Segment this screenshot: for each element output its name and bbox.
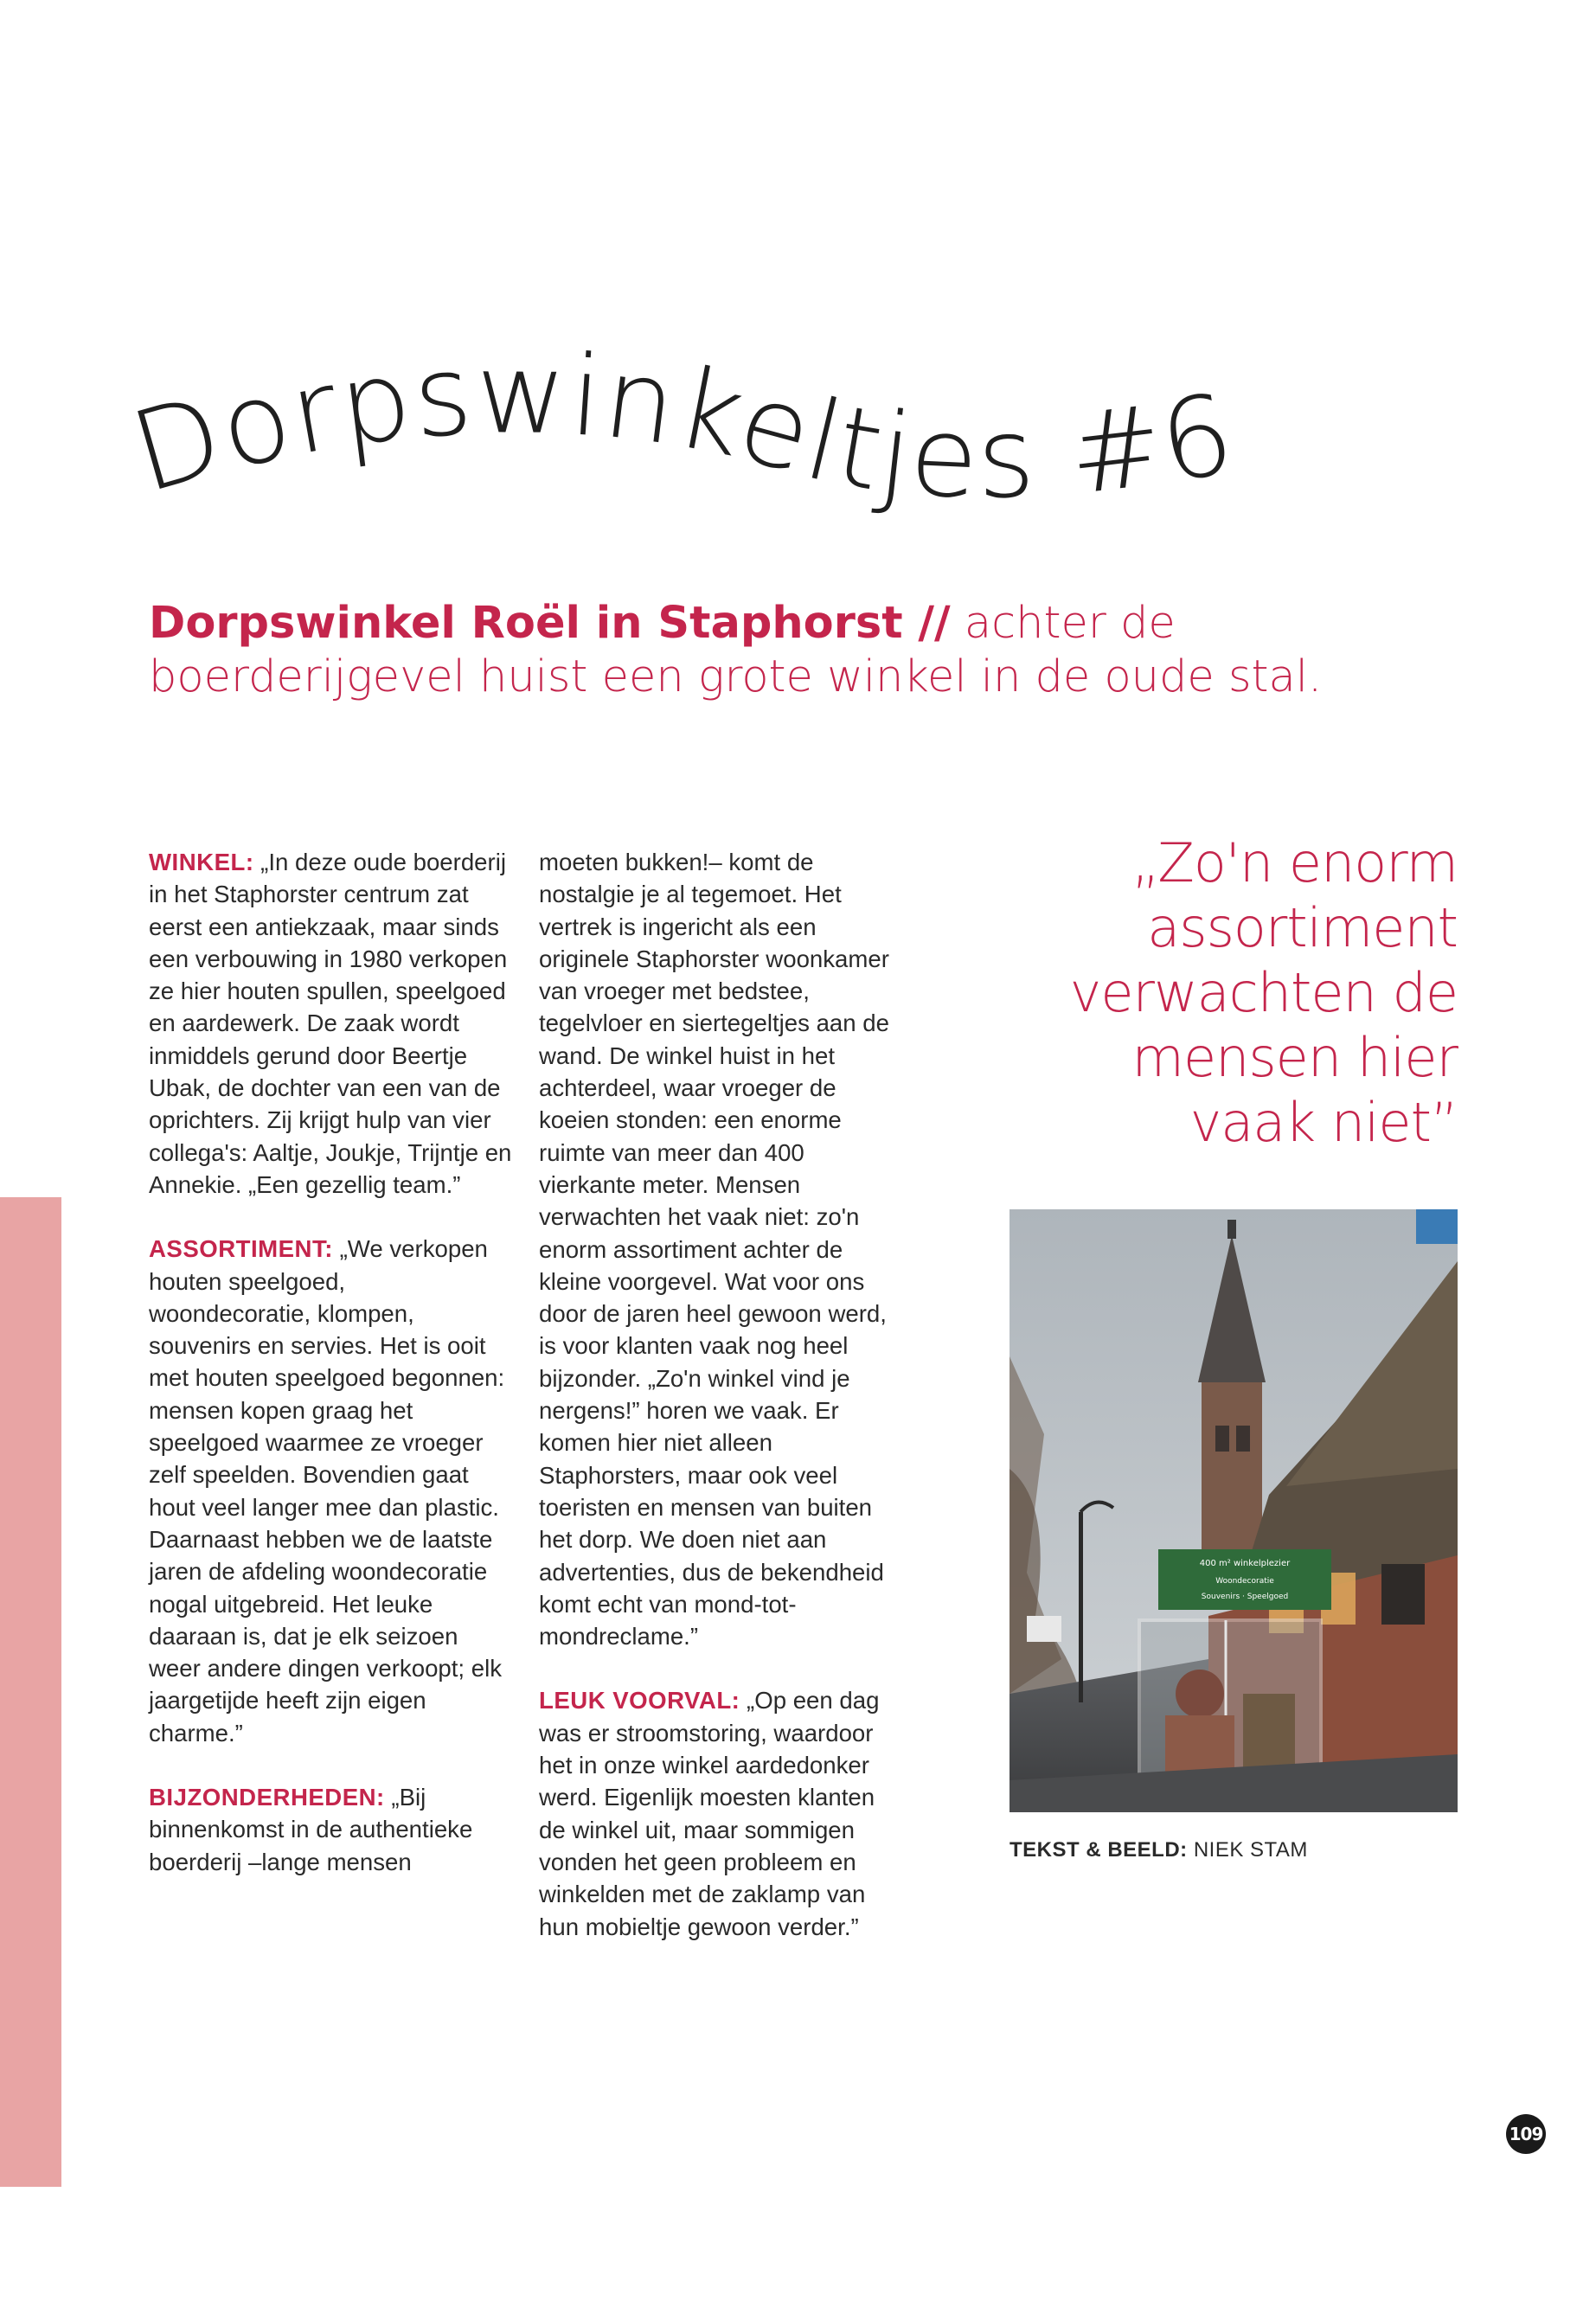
sign-line-1: 400 m² winkelplezier — [1199, 1559, 1291, 1568]
photo-credit — [1010, 1837, 1458, 1863]
article-column-2 — [539, 846, 902, 1975]
page-title-text: Dorpswinkeltjes #6 — [119, 330, 1244, 524]
text-winkel: „In deze oude boerderij in het Staphorster centrum zat eerst een antiekzaak, maar sinds een verbouwing in 1980 verkopen ze hier houten spullen, speelgoed en aardewerk. De zaak wordt inmiddels gerund door Beertje Ubak, de dochter van een van de oprichters. Zij krijgt hulp van vier collega's: Aaltje, Joukje, Trijntje en Annekie. „Een gezellig team.” — [149, 849, 512, 1198]
page-title — [119, 330, 1349, 588]
article-column-1 — [149, 846, 512, 1910]
sign-line-2: Woondecoratie — [1215, 1577, 1274, 1586]
svg-text:Dorpswinkeltjes #6 — [119, 330, 1243, 523]
page-number-badge: 109 — [1506, 2114, 1546, 2154]
text-bijzonderheden: „Bij binnenkomst in de authentieke boerderij –lange mensen — [149, 1784, 473, 1875]
credit-name: NIEK STAM — [1187, 1838, 1308, 1862]
credit-label: TEKST & BEELD: — [1010, 1838, 1188, 1862]
paragraph-bijzonderheden — [149, 1781, 512, 1878]
lead-rest: achter de boerderijgevel huist een grote winkel in de oude stal. — [149, 598, 1323, 702]
label-winkel: WINKEL: — [149, 849, 254, 875]
shop-photo — [1010, 1209, 1458, 1812]
sign-line-3: Souvenirs · Speelgoed — [1201, 1593, 1289, 1601]
text-leuk-voorval: „Op een dag was er stroomstoring, waardoor het in onze winkel aardedonker werd. Eigenlijk moesten klanten de winkel uit, maar sommigen vonden het geen probleem en winkelden met de zaklamp van hun mobieltje gewoon verder.” — [539, 1687, 880, 1940]
lead-strong: Dorpswinkel Roël in Staphorst // — [149, 598, 951, 649]
pull-quote: „Zo'n enorm assortiment verwachten de mensen hier vaak niet” — [1069, 831, 1458, 1154]
label-assortiment: ASSORTIMENT: — [149, 1235, 333, 1263]
paragraph-assortiment — [149, 1233, 512, 1749]
paragraph-continued — [539, 846, 902, 1652]
text-assortiment: „We verkopen houten speelgoed, woondecoratie, klompen, souvenirs en servies. Het is ooit met houten speelgoed begonnen: mensen kopen graag het speelgoed waarmee ze vroeger zelf speelden. Bovendien gaat hout veel langer mee dan plastic. Daarnaast hebben we de laatste jaren de afdeling woondecoratie nogal uitgebreid. Het leuke daaraan is, dat je elk seizoen weer andere dingen verkoopt; elk jaargetijde heeft zijn eigen charme.” — [149, 1235, 505, 1747]
label-bijzonderheden: BIJZONDERHEDEN: — [149, 1784, 385, 1811]
lead-paragraph — [149, 597, 1360, 704]
label-leuk-voorval: LEUK VOORVAL: — [539, 1687, 740, 1715]
paragraph-winkel — [149, 846, 512, 1201]
decorative-side-bar — [0, 1197, 61, 2187]
paragraph-leuk-voorval — [539, 1684, 902, 1942]
text-continued: moeten bukken!– komt de nostalgie je al tegemoet. Het vertrek is ingericht als een originele Staphorster woonkamer van vroeger met bedstee, tegelvloer en siertegeltjes aan de wand. De winkel huist in het achterdeel, waar vroeger de koeien stonden: een enorme ruimte van meer dan 400 vierkante meter. Mensen verwachten het vaak niet: zo'n enorm assortiment achter de kleine voorgevel. Wat voor ons door de jaren heel gewoon werd, is voor klanten vaak nog heel bijzonder. „Zo'n winkel vind je nergens!” horen we vaak. Er komen hier niet alleen Staphorsters, maar ook veel toeristen en mensen van buiten het dorp. We doen niet aan advertenties, dus de bekendheid komt echt van mond-tot-mondreclame.” — [539, 849, 889, 1650]
